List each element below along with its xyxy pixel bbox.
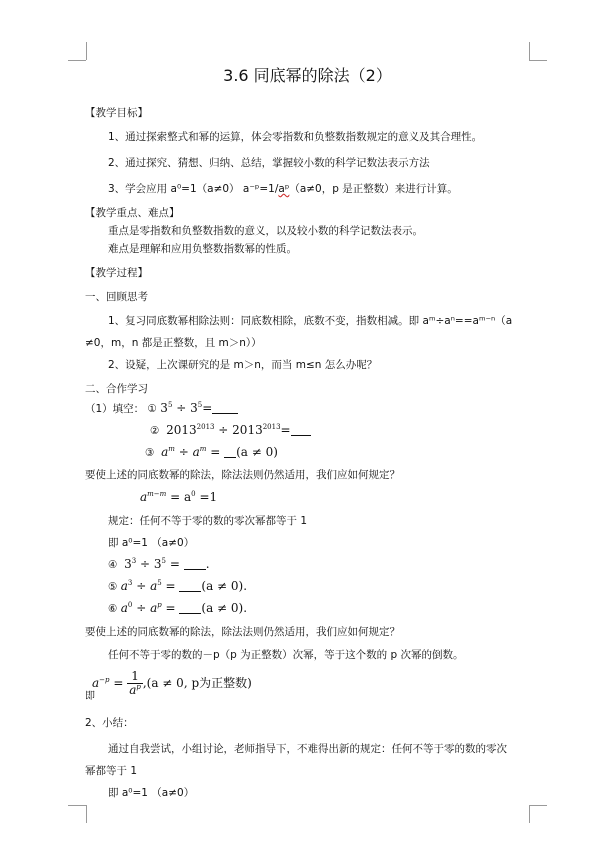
circled-number-4: ④ [108,559,118,571]
goals-heading: 【教学目标】 [85,107,148,119]
key-points-heading: 【教学重点、难点】 [85,207,180,219]
exercise-3: $a^m \div a^m = (a \ne 0)$ [161,445,278,459]
question-2: 要使上述的同底数幂的除法，除法法则仍然适用，我们应如何规定？ [85,626,400,638]
fraction: $\frac{1}{a^p}$ [129,669,141,697]
exercise-6: $a^0 \div a^p = (a \ne 0)$. [120,601,248,615]
fill-in-row-4 [108,557,210,572]
circled-number-1: ① [147,403,157,415]
summary-heading: 2、小结： [85,717,134,729]
summary-line-2: 幂都等于 1 [85,765,138,777]
fill-label: （1）填空： [85,403,145,415]
zero-rule-statement: 即 a⁰=1 （a≠0） [108,537,195,549]
zero-exponent-formula: $a^{m-m} = a^0 =1$ [140,490,218,504]
page-title: 3.6 同底幂的除法（2） [223,66,392,85]
answer-blank-3[interactable] [224,446,236,458]
goal-item-3-end: （a≠0，p 是正整数）来进行计算。 [289,183,458,195]
circled-number-3: ③ [145,447,155,459]
goal-item-3-underlined: aᵖ [278,183,290,195]
circled-number-5: ⑤ [108,581,118,593]
answer-blank-1[interactable] [212,402,238,414]
ji-label: 即 [85,691,95,702]
goal-item-3 [108,182,458,196]
fill-in-row-3 [145,445,278,460]
review-line-3: 2、设疑，上次课研究的是 m＞n，而当 m≤n 怎么办呢？ [108,359,378,371]
crop-mark-bottom-right-v [529,805,530,823]
fill-in-row-6 [108,601,247,616]
exercise-2: $2013^{2013} \div 2013^{2013}=$ [166,423,311,437]
crop-mark-top-right-v [529,42,530,60]
negative-exponent-formula: $a^{-p}$ = $\frac{1}{a^p}$ ,(a ≠ 0, p为正整数) [92,669,252,697]
goal-item-3-start: 3、学会应用 a⁰=1（a≠0） a⁻ᵖ=1/ [108,183,279,195]
answer-blank-6[interactable] [179,602,201,614]
crop-mark-bottom-left-v [86,805,87,823]
goal-item-2: 2、通过探究、猜想、归纳、总结，掌握较小数的科学记数法表示方法 [108,157,430,169]
review-line-2: ≠0，m，n 都是正整数，且 m＞n）） [85,337,262,349]
circled-number-6: ⑥ [108,603,118,615]
review-line-1: 1、复习同底数幂相除法则：同底数相除，底数不变，指数相减。即 aᵐ÷aⁿ==aᵐ⁻ⁿ（a [108,315,513,327]
answer-blank-2[interactable] [291,424,311,436]
crop-mark-top-left-h [68,60,86,61]
goal-item-1: 1、通过探索整式和幂的运算，体会零指数和负整数指数规定的意义及其合理性。 [108,131,483,143]
key-point-2: 难点是理解和应用负整数指数幂的性质。 [108,243,297,255]
process-heading: 【教学过程】 [85,267,148,279]
circled-number-2: ② [150,425,160,437]
fill-in-row-2 [150,423,311,438]
answer-blank-4[interactable] [184,558,206,570]
key-point-1: 重点是零指数和负整数指数的意义，以及较小数的科学记数法表示。 [108,225,423,237]
crop-mark-bottom-left-h [68,805,86,806]
cooperate-heading: 二、合作学习 [85,383,148,395]
fill-in-row-5 [108,579,247,594]
negative-exponent-rule: 任何不等于零的数的－p（p 为正整数）次幂，等于这个数的 p 次幂的倒数。 [108,649,464,661]
question-1: 要使上述的同底数幂的除法，除法法则仍然适用，我们应如何规定？ [85,469,400,481]
zero-rule: 规定：任何不等于零的数的零次幂都等于 1 [108,515,308,527]
review-heading: 一、回顾思考 [85,291,148,303]
answer-blank-5[interactable] [179,580,201,592]
exercise-1: $3^5 \div 3^5=$ [160,401,238,415]
summary-line-3: 即 a⁰=1 （a≠0） [108,787,195,799]
exercise-4: $3^3 \div 3^5$ = . [124,557,210,571]
summary-line-1: 通过自我尝试，小组讨论，老师指导下，不难得出新的规定：任何不等于零的数的零次 [108,743,507,755]
fill-in-row-1 [85,401,238,416]
crop-mark-bottom-right-h [529,805,547,806]
crop-mark-top-left-v [86,42,87,60]
exercise-5: $a^3 \div a^5 = (a \ne 0)$. [120,579,248,593]
crop-mark-top-right-h [529,60,547,61]
